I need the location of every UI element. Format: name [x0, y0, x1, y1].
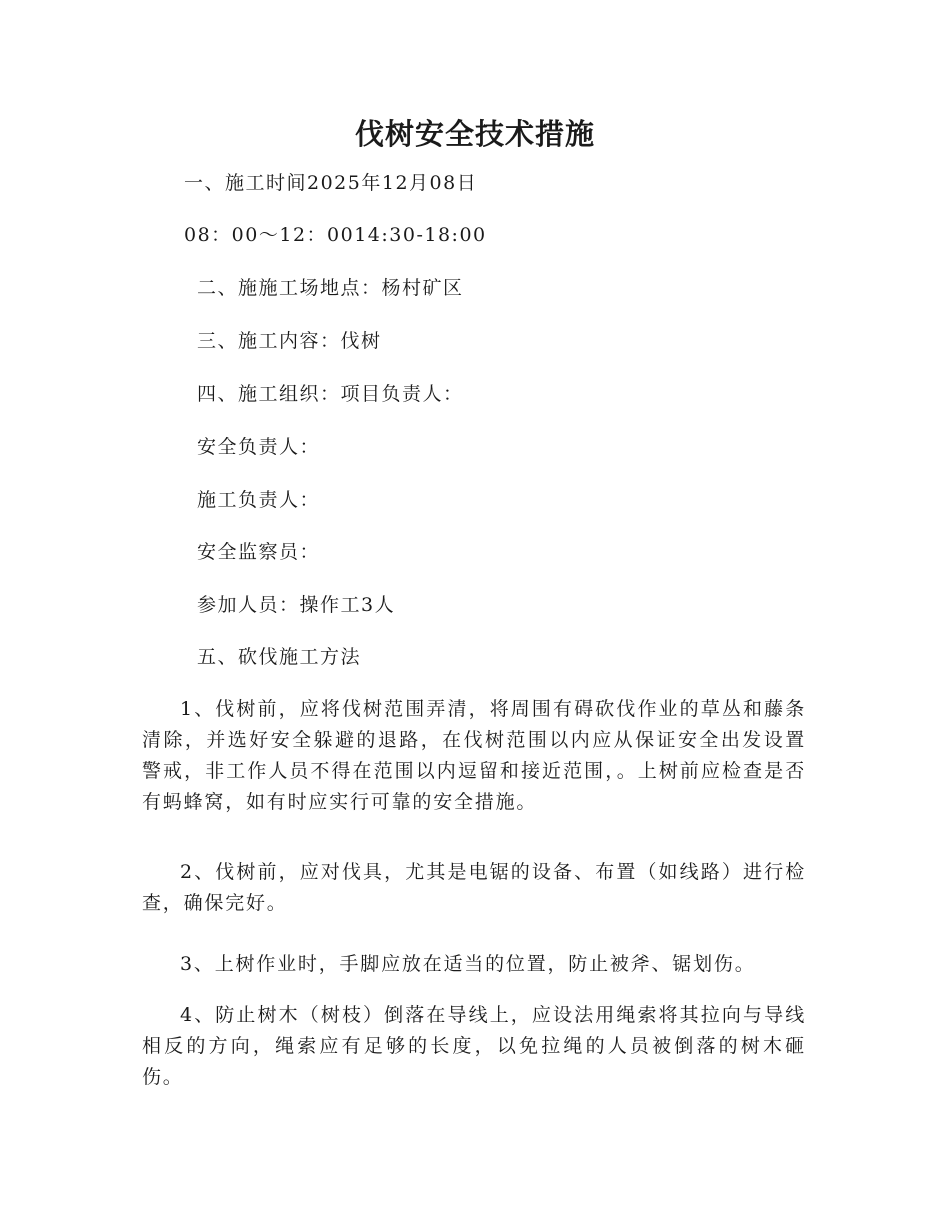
method-paragraph-4: 4、防止树木（树枝）倒落在导线上，应设法用绳索将其拉向与导线相反的方向，绳索应有足够的长度，以免拉绳的人员被倒落的树木砸伤。 [142, 1004, 806, 1088]
construction-time-line: 一、施工时间2025年12月08日 [184, 172, 478, 194]
construction-organization-line: 四、施工组织：项目负责人： [197, 383, 464, 405]
method-paragraph-1: 1、伐树前，应将伐树范围弄清，将周围有碍砍伐作业的草丛和藤条清除，并选好安全躲避的退路，在伐树范围以内应从保证安全出发设置警戒，非工作人员不得在范围以内逗留和接近范围，。上树前应检查是否有蚂蜂窝，如有时应实行可靠的安全措施。 [142, 698, 806, 813]
participants-line: 参加人员：操作工3人 [197, 594, 396, 616]
safety-inspector-line: 安全监察员： [197, 541, 321, 563]
method-paragraph-3: 3、上树作业时，手脚应放在适当的位置，防止被斧、锯划伤。 [180, 953, 756, 975]
method-paragraph-2: 2、伐树前，应对伐具，尤其是电锯的设备、布置（如线路）进行检查，确保完好。 [142, 861, 806, 914]
method-heading: 五、砍伐施工方法 [197, 646, 362, 668]
construction-location-line: 二、施施工场地点：杨村矿区 [197, 277, 464, 299]
construction-time-range-line: 08：00～12：0014:30-18:00 [184, 224, 487, 246]
construction-content-line: 三、施工内容：伐树 [197, 330, 382, 352]
safety-lead-line: 安全负责人： [197, 436, 321, 458]
document-title: 伐树安全技术措施 [354, 117, 595, 151]
construction-lead-line: 施工负责人： [197, 489, 321, 511]
